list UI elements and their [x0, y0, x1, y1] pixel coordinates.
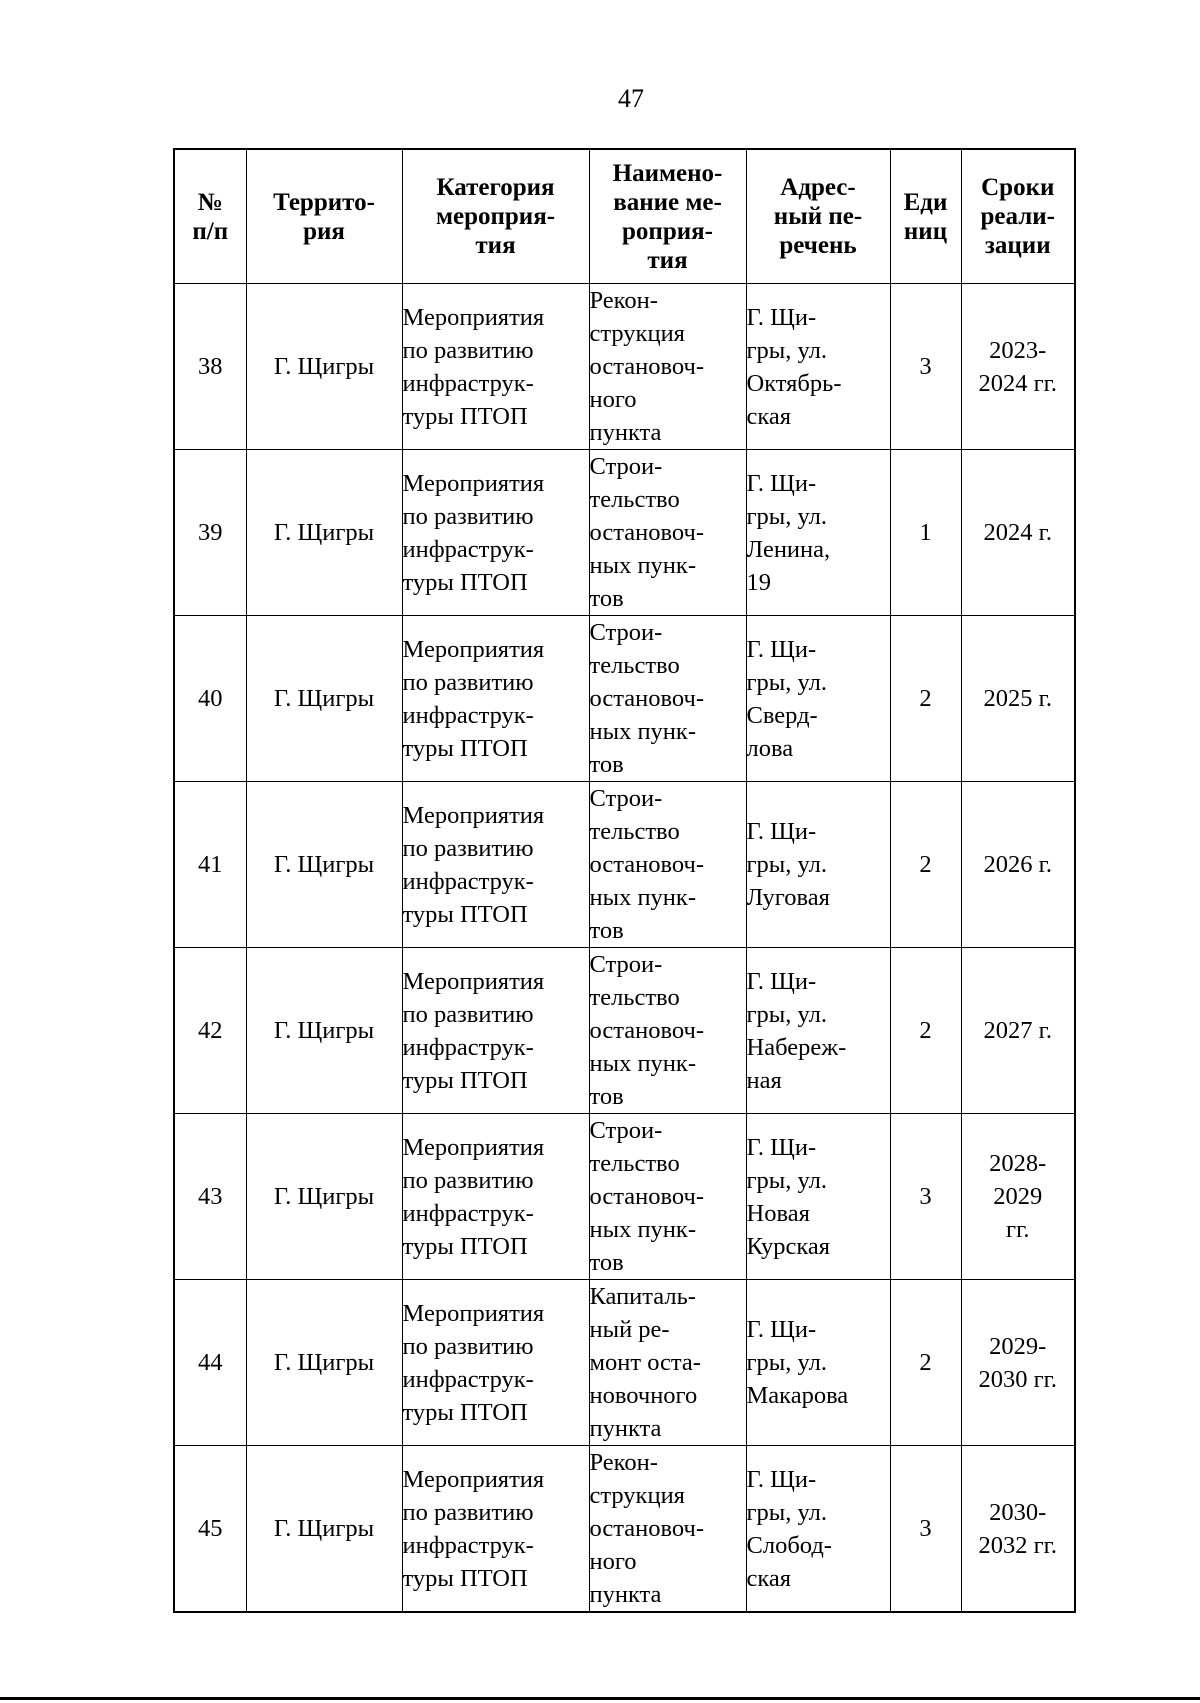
- cell-dates: 2026 г.: [961, 782, 1075, 948]
- header-address: Адрес- ный пе- речень: [746, 149, 890, 284]
- header-name: Наимено- вание ме- роприя- тия: [589, 149, 746, 284]
- cell-name: Строи- тельство остановоч- ных пунк- тов: [589, 450, 746, 616]
- cell-territory: Г. Щигры: [246, 450, 402, 616]
- cell-dates: 2030- 2032 гг.: [961, 1446, 1075, 1613]
- cell-address: Г. Щи- гры, ул. Набереж- ная: [746, 948, 890, 1114]
- cell-number: 45: [174, 1446, 246, 1613]
- cell-dates: 2023- 2024 гг.: [961, 284, 1075, 450]
- table-row: [174, 948, 1075, 1114]
- cell-category: Мероприятия по развитию инфраструк- туры ПТОП: [402, 1114, 589, 1280]
- table-row: [174, 284, 1075, 450]
- cell-name: Строи- тельство остановоч- ных пунк- тов: [589, 1114, 746, 1280]
- table-row: [174, 1280, 1075, 1446]
- cell-dates: 2024 г.: [961, 450, 1075, 616]
- cell-name: Рекон- струкция остановоч- ного пункта: [589, 284, 746, 450]
- table-header-row: [174, 149, 1075, 284]
- cell-number: 44: [174, 1280, 246, 1446]
- table-row: [174, 782, 1075, 948]
- page-number: 47: [618, 84, 644, 113]
- cell-category: Мероприятия по развитию инфраструк- туры ПТОП: [402, 1280, 589, 1446]
- cell-units: 3: [890, 1114, 961, 1280]
- bottom-edge-line: [0, 1697, 1200, 1700]
- cell-category: Мероприятия по развитию инфраструк- туры ПТОП: [402, 450, 589, 616]
- cell-territory: Г. Щигры: [246, 616, 402, 782]
- cell-units: 3: [890, 284, 961, 450]
- measures-table: [173, 148, 1076, 1613]
- cell-name: Рекон- струкция остановоч- ного пункта: [589, 1446, 746, 1613]
- cell-name: Строи- тельство остановоч- ных пунк- тов: [589, 782, 746, 948]
- table-row: [174, 450, 1075, 616]
- cell-address: Г. Щи- гры, ул. Новая Курская: [746, 1114, 890, 1280]
- cell-number: 43: [174, 1114, 246, 1280]
- cell-address: Г. Щи- гры, ул. Сверд- лова: [746, 616, 890, 782]
- cell-name: Строи- тельство остановоч- ных пунк- тов: [589, 616, 746, 782]
- cell-category: Мероприятия по развитию инфраструк- туры ПТОП: [402, 1446, 589, 1613]
- cell-number: 41: [174, 782, 246, 948]
- cell-units: 1: [890, 450, 961, 616]
- cell-territory: Г. Щигры: [246, 1446, 402, 1613]
- header-units: Еди ниц: [890, 149, 961, 284]
- cell-units: 3: [890, 1446, 961, 1613]
- cell-dates: 2025 г.: [961, 616, 1075, 782]
- cell-number: 39: [174, 450, 246, 616]
- header-territory: Террито- рия: [246, 149, 402, 284]
- cell-dates: 2028- 2029 гг.: [961, 1114, 1075, 1280]
- cell-units: 2: [890, 616, 961, 782]
- cell-name: Строи- тельство остановоч- ных пунк- тов: [589, 948, 746, 1114]
- cell-dates: 2029- 2030 гг.: [961, 1280, 1075, 1446]
- cell-category: Мероприятия по развитию инфраструк- туры ПТОП: [402, 616, 589, 782]
- cell-address: Г. Щи- гры, ул. Слобод- ская: [746, 1446, 890, 1613]
- cell-number: 42: [174, 948, 246, 1114]
- cell-address: Г. Щи- гры, ул. Октябрь- ская: [746, 284, 890, 450]
- cell-number: 40: [174, 616, 246, 782]
- cell-territory: Г. Щигры: [246, 948, 402, 1114]
- cell-category: Мероприятия по развитию инфраструк- туры ПТОП: [402, 948, 589, 1114]
- cell-category: Мероприятия по развитию инфраструк- туры ПТОП: [402, 782, 589, 948]
- cell-territory: Г. Щигры: [246, 1114, 402, 1280]
- cell-territory: Г. Щигры: [246, 1280, 402, 1446]
- cell-category: Мероприятия по развитию инфраструк- туры ПТОП: [402, 284, 589, 450]
- cell-address: Г. Щи- гры, ул. Ленина, 19: [746, 450, 890, 616]
- header-number: № п/п: [174, 149, 246, 284]
- header-dates: Сроки реали- зации: [961, 149, 1075, 284]
- cell-address: Г. Щи- гры, ул. Макарова: [746, 1280, 890, 1446]
- cell-number: 38: [174, 284, 246, 450]
- cell-units: 2: [890, 1280, 961, 1446]
- cell-units: 2: [890, 782, 961, 948]
- table-row: [174, 616, 1075, 782]
- cell-address: Г. Щи- гры, ул. Луговая: [746, 782, 890, 948]
- cell-territory: Г. Щигры: [246, 782, 402, 948]
- cell-units: 2: [890, 948, 961, 1114]
- header-category: Категория мероприя- тия: [402, 149, 589, 284]
- cell-dates: 2027 г.: [961, 948, 1075, 1114]
- table-row: [174, 1114, 1075, 1280]
- table-row: [174, 1446, 1075, 1613]
- cell-territory: Г. Щигры: [246, 284, 402, 450]
- cell-name: Капиталь- ный ре- монт оста- новочного пункта: [589, 1280, 746, 1446]
